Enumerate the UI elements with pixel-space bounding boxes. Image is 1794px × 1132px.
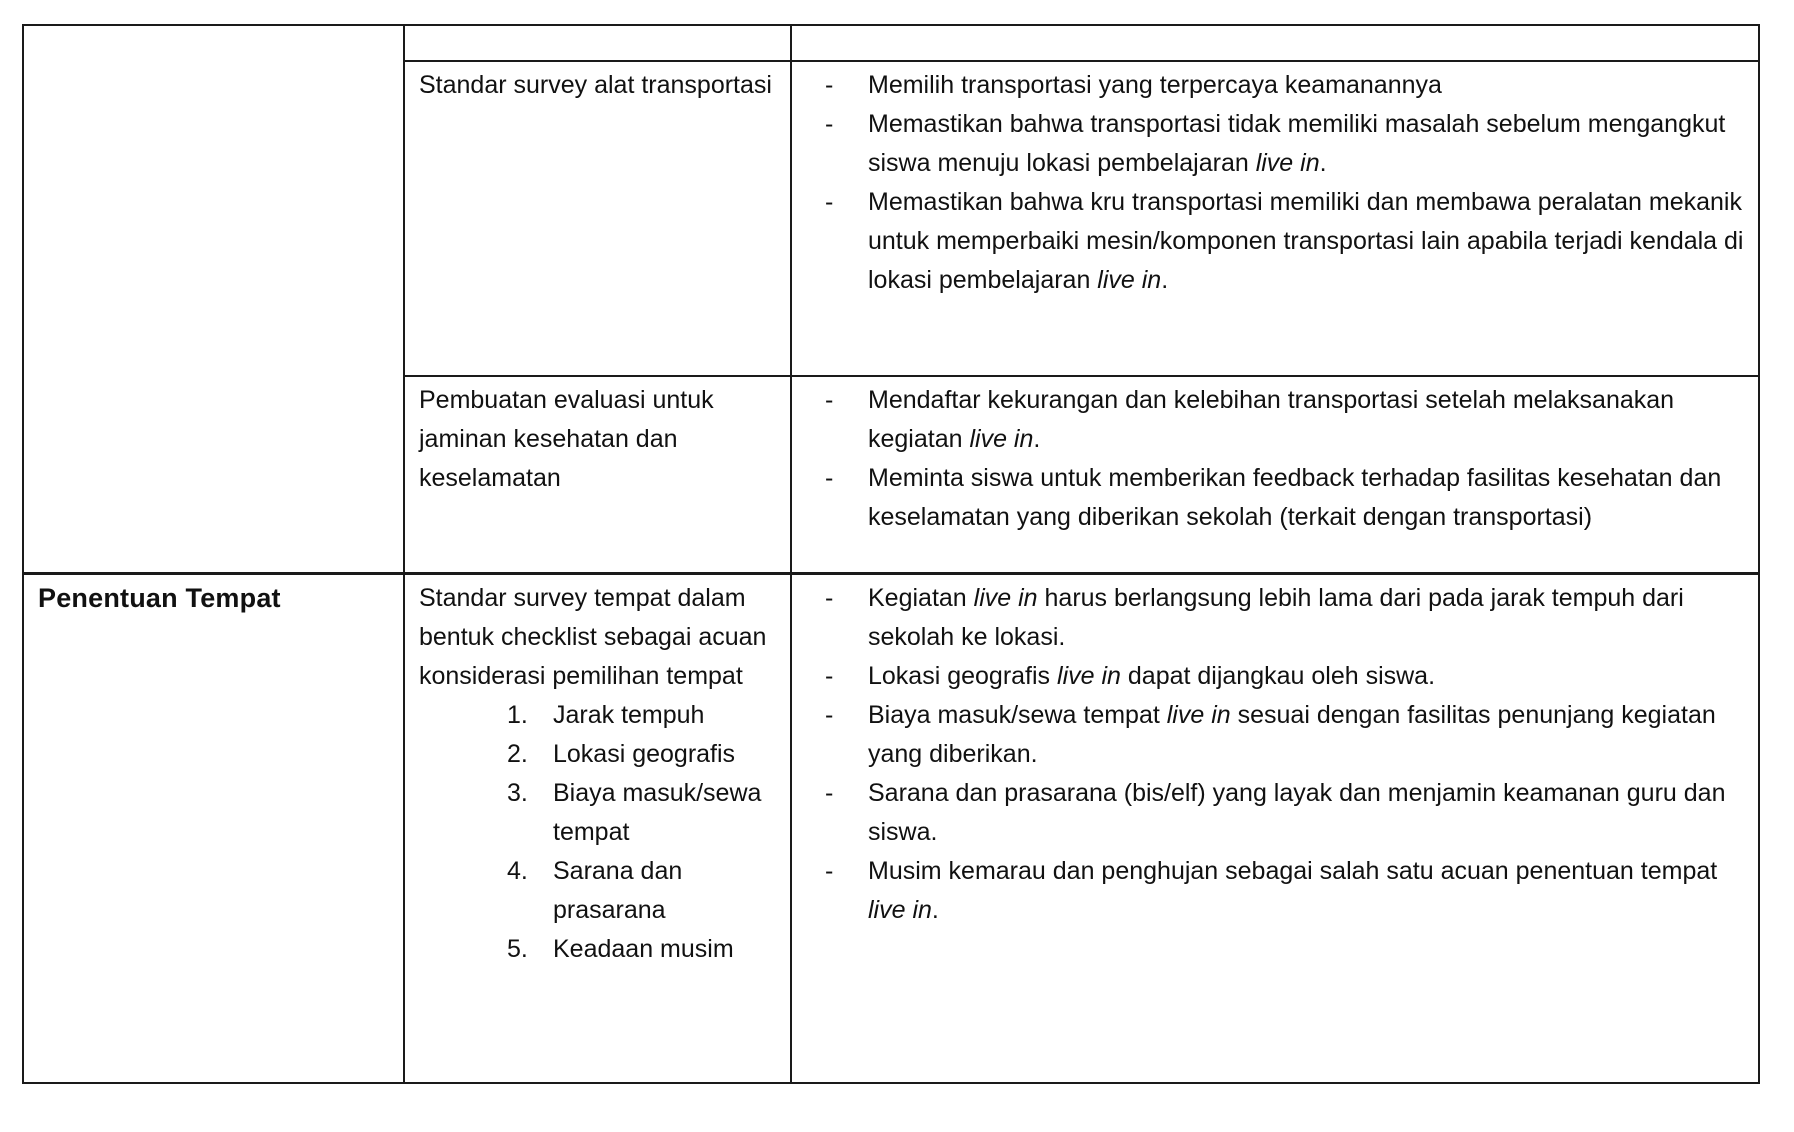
dash-bullet-icon: -: [825, 71, 834, 99]
aspect-text: Standar survey alat transportasi: [419, 71, 772, 99]
aspect-text: Standar survey tempat dalam bentuk checklist sebagai acuan konsiderasi pemilihan tempat: [419, 584, 767, 690]
list-item: - Mendaftar kekurangan dan kelebihan transportasi setelah melaksanakan kegiatan live in.: [806, 381, 1748, 459]
dash-bullet-icon: -: [825, 662, 834, 690]
list-item: - Kegiatan live in harus berlangsung lebih lama dari pada jarak tempuh dari sekolah ke lokasi.: [806, 579, 1748, 657]
list-item: - Biaya masuk/sewa tempat live in sesuai dengan fasilitas penunjang kegiatan yang diberikan.: [806, 696, 1748, 774]
dash-bullet-icon: -: [825, 386, 834, 414]
detail-cell: [791, 25, 1759, 61]
dash-bullet-icon: -: [825, 701, 834, 729]
detail-cell: [791, 376, 1759, 574]
list-item: - Lokasi geografis live in dapat dijangkau oleh siswa.: [806, 657, 1748, 696]
list-item: - Meminta siswa untuk memberikan feedback terhadap fasilitas kesehatan dan keselamatan yang diberikan sekolah (terkait dengan transportasi): [806, 459, 1748, 537]
table-row: [23, 574, 1759, 1084]
detail-cell: [791, 61, 1759, 376]
dash-bullet-icon: -: [825, 464, 834, 492]
category-cell: [23, 574, 404, 1084]
dash-bullet-icon: -: [825, 857, 834, 885]
category-label: Penentuan Tempat: [38, 583, 281, 613]
detail-cell: [791, 574, 1759, 1084]
list-item: - Memilih transportasi yang terpercaya keamanannya: [806, 66, 1748, 105]
list-item: - Sarana dan prasarana (bis/elf) yang layak dan menjamin keamanan guru dan siswa.: [806, 774, 1748, 852]
detail-list: [806, 579, 1748, 930]
dash-bullet-icon: -: [825, 110, 834, 138]
document-table: [22, 24, 1760, 1084]
list-item: 1. Jarak tempuh: [507, 701, 705, 729]
list-item: 3. Biaya masuk/sewa tempat: [507, 779, 762, 846]
detail-list: [806, 66, 1748, 300]
dash-bullet-icon: -: [825, 584, 834, 612]
aspect-cell: [404, 376, 791, 574]
aspect-cell: [404, 25, 791, 61]
detail-list: [806, 381, 1748, 537]
criteria-list: [419, 696, 780, 969]
list-item: - Memastikan bahwa transportasi tidak memiliki masalah sebelum mengangkut siswa menuju lokasi pembelajaran live in.: [806, 105, 1748, 183]
table-row: [23, 25, 1759, 61]
dash-bullet-icon: -: [825, 188, 834, 216]
list-item: 4. Sarana dan prasarana: [507, 857, 683, 924]
list-item: - Memastikan bahwa kru transportasi memiliki dan membawa peralatan mekanik untuk memperbaiki mesin/komponen transportasi lain apabila terjadi kendala di lokasi pembelajaran live in.: [806, 183, 1748, 300]
category-cell-empty: [23, 25, 404, 574]
aspect-cell: [404, 574, 791, 1084]
aspect-cell: [404, 61, 791, 376]
list-item: 5. Keadaan musim: [507, 935, 734, 963]
list-item: - Musim kemarau dan penghujan sebagai salah satu acuan penentuan tempat live in.: [806, 852, 1748, 930]
aspect-text: Pembuatan evaluasi untuk jaminan kesehatan dan keselamatan: [419, 386, 714, 492]
list-item: 2. Lokasi geografis: [507, 740, 736, 768]
dash-bullet-icon: -: [825, 779, 834, 807]
